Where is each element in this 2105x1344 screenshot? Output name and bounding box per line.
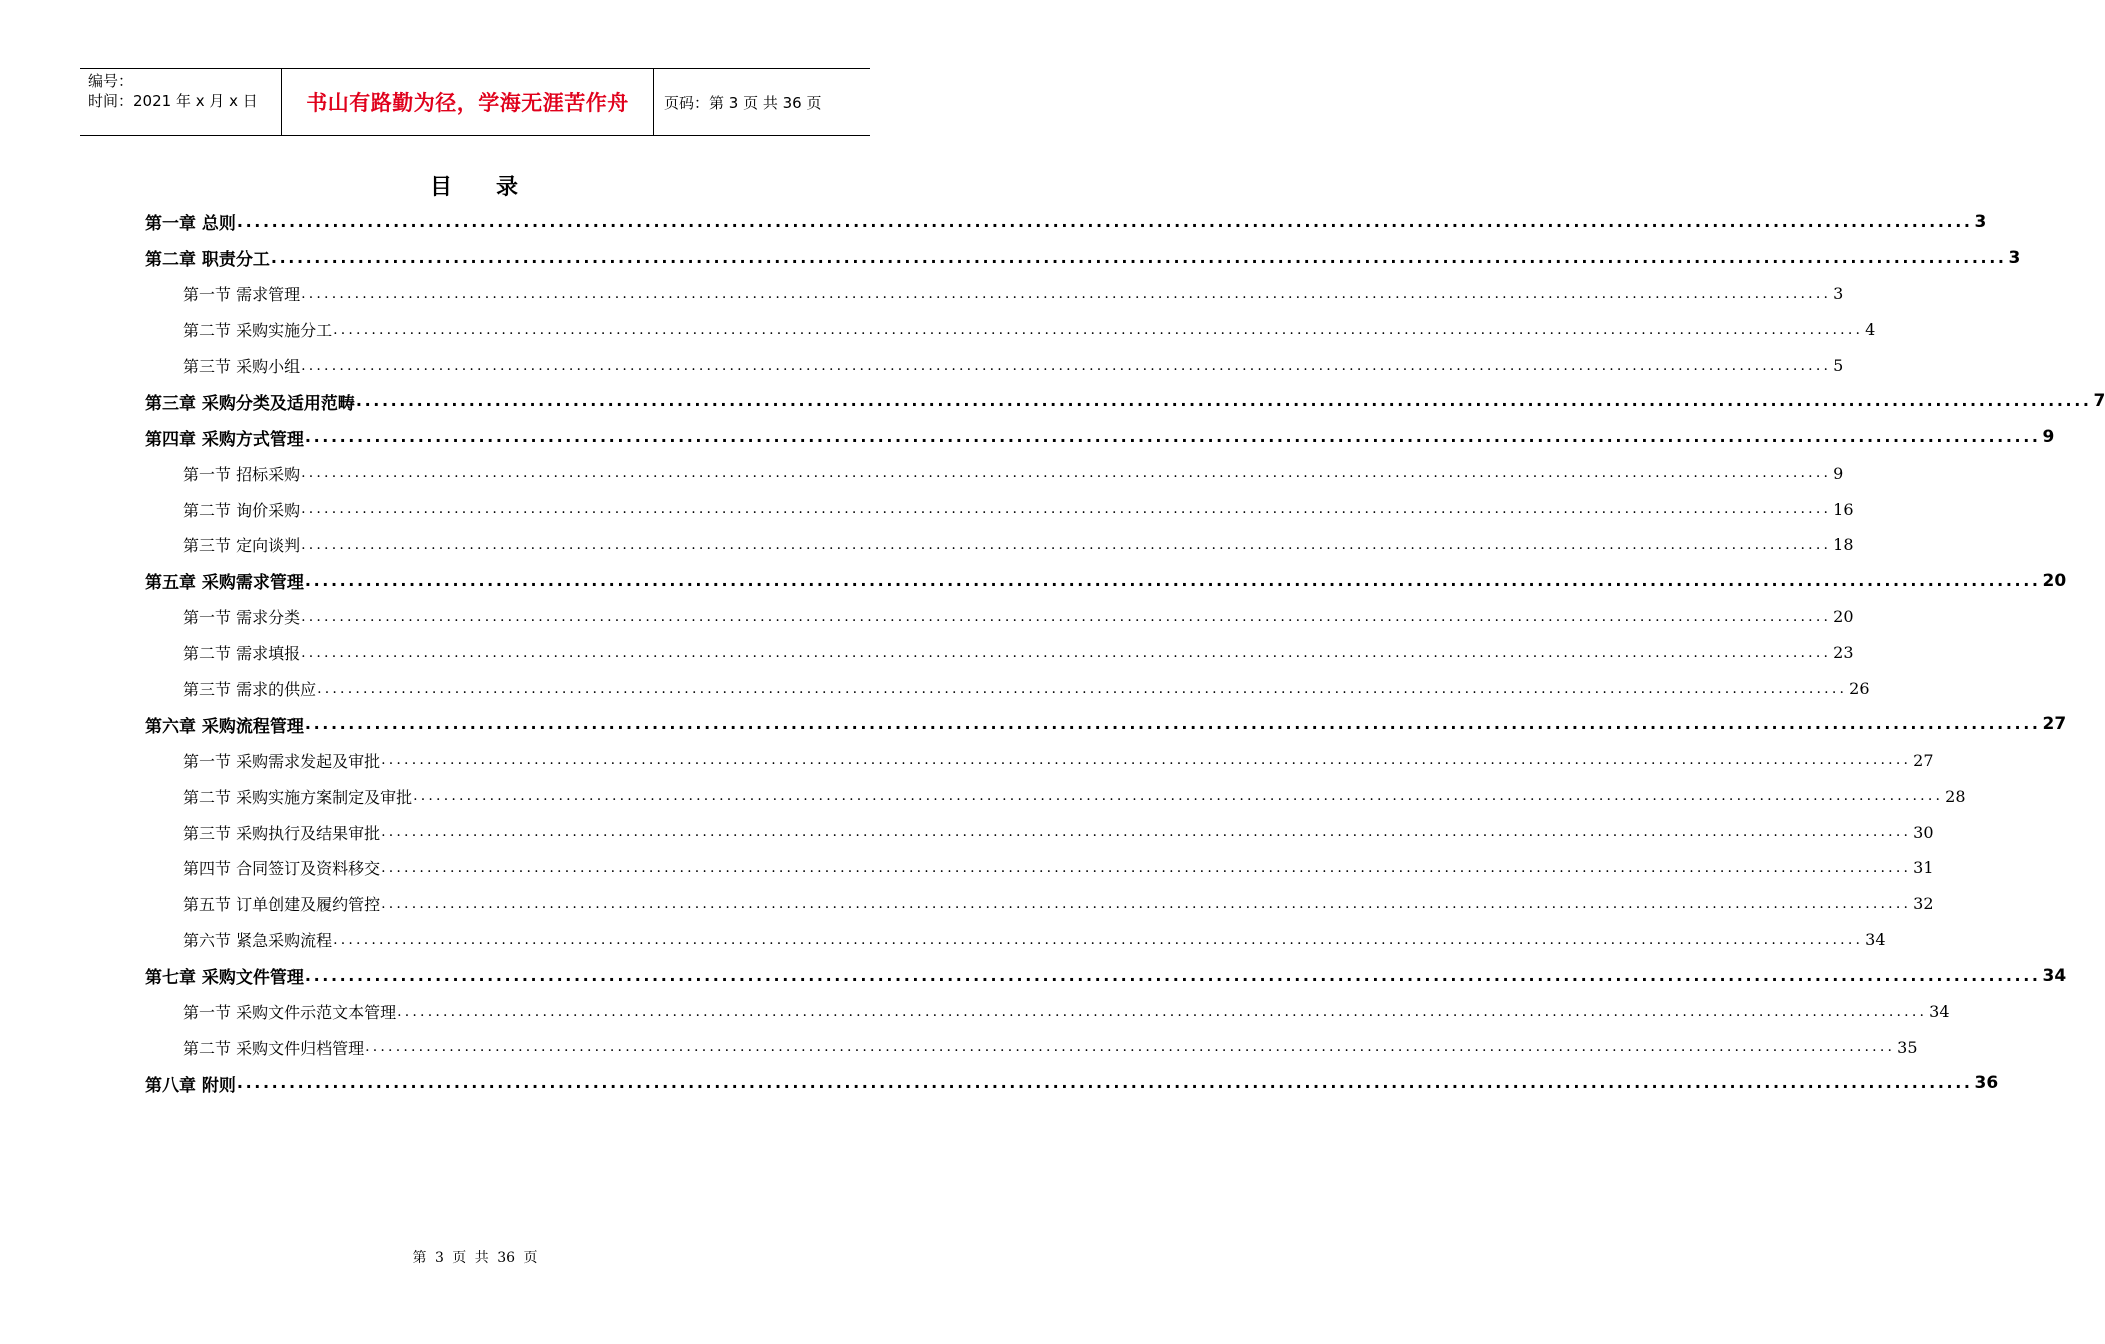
toc-leader-dots: ........................................................................................................................................................................................................ [304, 427, 2041, 447]
toc-leader-dots: ........................................................................................................................................................................................................ [317, 680, 1848, 697]
toc-leader-dots: ........................................................................................................................................................................................................ [333, 321, 1864, 338]
table-of-contents [0, 204, 2105, 1101]
toc-entry-label: 第一节 采购需求发起及审批 [183, 749, 381, 772]
toc-entry-page: 23 [1833, 643, 1854, 663]
toc-entry-label: 第二节 需求填报 [183, 641, 301, 664]
toc-leader-dots: ........................................................................................................................................................................................................ [301, 644, 1832, 661]
toc-entry-page: 9 [2042, 427, 2055, 448]
toc-entry-section[interactable] [0, 850, 1934, 886]
toc-entry-page: 27 [2042, 714, 2067, 735]
toc-entry-label: 第二节 询价采购 [183, 498, 301, 521]
toc-leader-dots: ........................................................................................................................................................................................................ [304, 965, 2041, 985]
toc-entry-page: 32 [1913, 894, 1934, 914]
toc-entry-chapter[interactable] [0, 419, 2055, 455]
toc-entry-page: 20 [2042, 570, 2067, 591]
toc-entry-label: 第六节 紧急采购流程 [183, 928, 333, 951]
toc-entry-section[interactable] [0, 1029, 1918, 1065]
toc-entry-label: 第六章 采购流程管理 [145, 712, 305, 737]
toc-entry-page: 36 [1974, 1073, 1999, 1094]
toc-entry-page: 20 [1833, 607, 1854, 627]
toc-entry-page: 31 [1913, 858, 1934, 878]
toc-entry-chapter[interactable] [0, 240, 2021, 276]
toc-entry-label: 第三节 采购小组 [183, 354, 301, 377]
toc-entry-chapter[interactable] [0, 958, 2067, 994]
toc-entry-label: 第一节 采购文件示范文本管理 [183, 1000, 397, 1023]
toc-entry-page: 34 [1929, 1002, 1950, 1022]
toc-entry-section[interactable] [0, 671, 1870, 707]
toc-leader-dots: ........................................................................................................................................................................................................ [236, 1073, 1973, 1093]
toc-leader-dots: ........................................................................................................................................................................................................ [304, 714, 2041, 734]
toc-entry-page: 30 [1913, 822, 1934, 842]
toc-entry-section[interactable] [0, 312, 1876, 348]
header-meta-cell [80, 69, 282, 135]
toc-entry-section[interactable] [0, 635, 1854, 671]
page-footer: 第 3 页 共 36 页 [412, 1250, 538, 1266]
toc-leader-dots: ........................................................................................................................................................................................................ [381, 752, 1912, 769]
toc-entry-section[interactable] [0, 455, 1844, 491]
toc-entry-page: 9 [1833, 463, 1844, 483]
document-header [80, 68, 870, 136]
toc-leader-dots: ........................................................................................................................................................................................................ [397, 1003, 1928, 1020]
toc-leader-dots: ........................................................................................................................................................................................................ [365, 1039, 1896, 1056]
toc-entry-label: 第四章 采购方式管理 [145, 425, 305, 450]
toc-entry-label: 第二章 职责分工 [145, 245, 271, 270]
toc-entry-chapter[interactable] [0, 706, 2067, 742]
toc-entry-section[interactable] [0, 276, 1844, 312]
toc-entry-page: 35 [1897, 1037, 1918, 1057]
toc-entry-label: 第二节 采购文件归档管理 [183, 1036, 365, 1059]
toc-leader-dots: ........................................................................................................................................................................................................ [236, 211, 1973, 231]
toc-title [0, 170, 950, 201]
toc-entry-section[interactable] [0, 814, 1934, 850]
toc-entry-chapter[interactable] [0, 563, 2067, 599]
toc-leader-dots: ........................................................................................................................................................................................................ [381, 859, 1912, 876]
header-page-info: 页码：第 3 页 共 36 页 [664, 93, 822, 112]
toc-entry-label: 第三节 定向谈判 [183, 533, 301, 556]
toc-leader-dots: ........................................................................................................................................................................................................ [301, 357, 1832, 374]
toc-entry-page: 16 [1833, 499, 1854, 519]
toc-entry-section[interactable] [0, 742, 1934, 778]
toc-entry-label: 第七章 采购文件管理 [145, 963, 305, 988]
toc-entry-chapter[interactable] [0, 204, 1987, 240]
toc-entry-label: 第三节 采购执行及结果审批 [183, 821, 381, 844]
toc-entry-section[interactable] [0, 994, 1950, 1030]
toc-entry-page: 5 [1833, 356, 1844, 375]
toc-entry-label: 第一节 需求管理 [183, 282, 301, 305]
toc-leader-dots: ........................................................................................................................................................................................................ [301, 285, 1832, 302]
document-time-label: 时间：2021 年 x 月 x 日 [88, 92, 258, 110]
toc-entry-section[interactable] [0, 886, 1934, 922]
toc-entry-section[interactable] [0, 922, 1886, 958]
toc-entry-page: 27 [1913, 750, 1934, 770]
toc-entry-chapter[interactable] [0, 383, 2105, 419]
toc-entry-label: 第五节 订单创建及履约管控 [183, 892, 381, 915]
toc-entry-page: 28 [1945, 786, 1966, 806]
toc-entry-chapter[interactable] [0, 1065, 1999, 1101]
toc-leader-dots: ........................................................................................................................................................................................................ [381, 895, 1912, 912]
toc-entry-label: 第一节 招标采购 [183, 462, 301, 485]
toc-entry-page: 34 [1865, 930, 1886, 950]
header-motto: 书山有路勤为径，学海无涯苦作舟 [282, 69, 654, 135]
toc-leader-dots: ........................................................................................................................................................................................................ [301, 536, 1832, 553]
toc-entry-page: 7 [2093, 391, 2105, 412]
toc-entry-section[interactable] [0, 348, 1844, 384]
toc-entry-label: 第四节 合同签订及资料移交 [183, 856, 381, 879]
toc-entry-section[interactable] [0, 778, 1966, 814]
toc-entry-label: 第三节 需求的供应 [183, 677, 317, 700]
toc-entry-label: 第五章 采购需求管理 [145, 568, 305, 593]
toc-entry-page: 3 [2008, 247, 2021, 268]
toc-entry-label: 第三章 采购分类及适用范畴 [145, 389, 356, 414]
toc-entry-page: 26 [1849, 679, 1870, 699]
toc-entry-label: 第八章 附则 [145, 1071, 237, 1096]
toc-leader-dots: ........................................................................................................................................................................................................ [333, 931, 1864, 948]
toc-leader-dots: ........................................................................................................................................................................................................ [301, 608, 1832, 625]
toc-entry-page: 3 [1974, 211, 1987, 232]
toc-leader-dots: ........................................................................................................................................................................................................ [381, 824, 1912, 841]
document-number-label: 编号： [88, 72, 134, 90]
toc-leader-dots: ........................................................................................................................................................................................................ [301, 501, 1832, 518]
toc-entry-section[interactable] [0, 599, 1854, 635]
toc-leader-dots: ........................................................................................................................................................................................................ [270, 247, 2007, 267]
toc-entry-label: 第二节 采购实施分工 [183, 318, 333, 341]
toc-leader-dots: ........................................................................................................................................................................................................ [301, 465, 1832, 482]
toc-entry-label: 第一节 需求分类 [183, 605, 301, 628]
toc-entry-label: 第二节 采购实施方案制定及审批 [183, 785, 413, 808]
toc-entry-label: 第一章 总则 [145, 209, 237, 234]
toc-entry-section[interactable] [0, 491, 1854, 527]
toc-entry-page: 4 [1865, 320, 1876, 340]
toc-title-left: 目 [429, 175, 454, 200]
toc-entry-page: 34 [2042, 965, 2067, 986]
toc-entry-page: 18 [1833, 535, 1854, 555]
toc-entry-page: 3 [1833, 284, 1844, 304]
toc-leader-dots: ........................................................................................................................................................................................................ [413, 788, 1944, 805]
toc-title-right: 录 [496, 175, 521, 200]
toc-leader-dots: ........................................................................................................................................................................................................ [355, 391, 2092, 411]
toc-leader-dots: ........................................................................................................................................................................................................ [304, 570, 2041, 590]
toc-entry-section[interactable] [0, 527, 1854, 563]
